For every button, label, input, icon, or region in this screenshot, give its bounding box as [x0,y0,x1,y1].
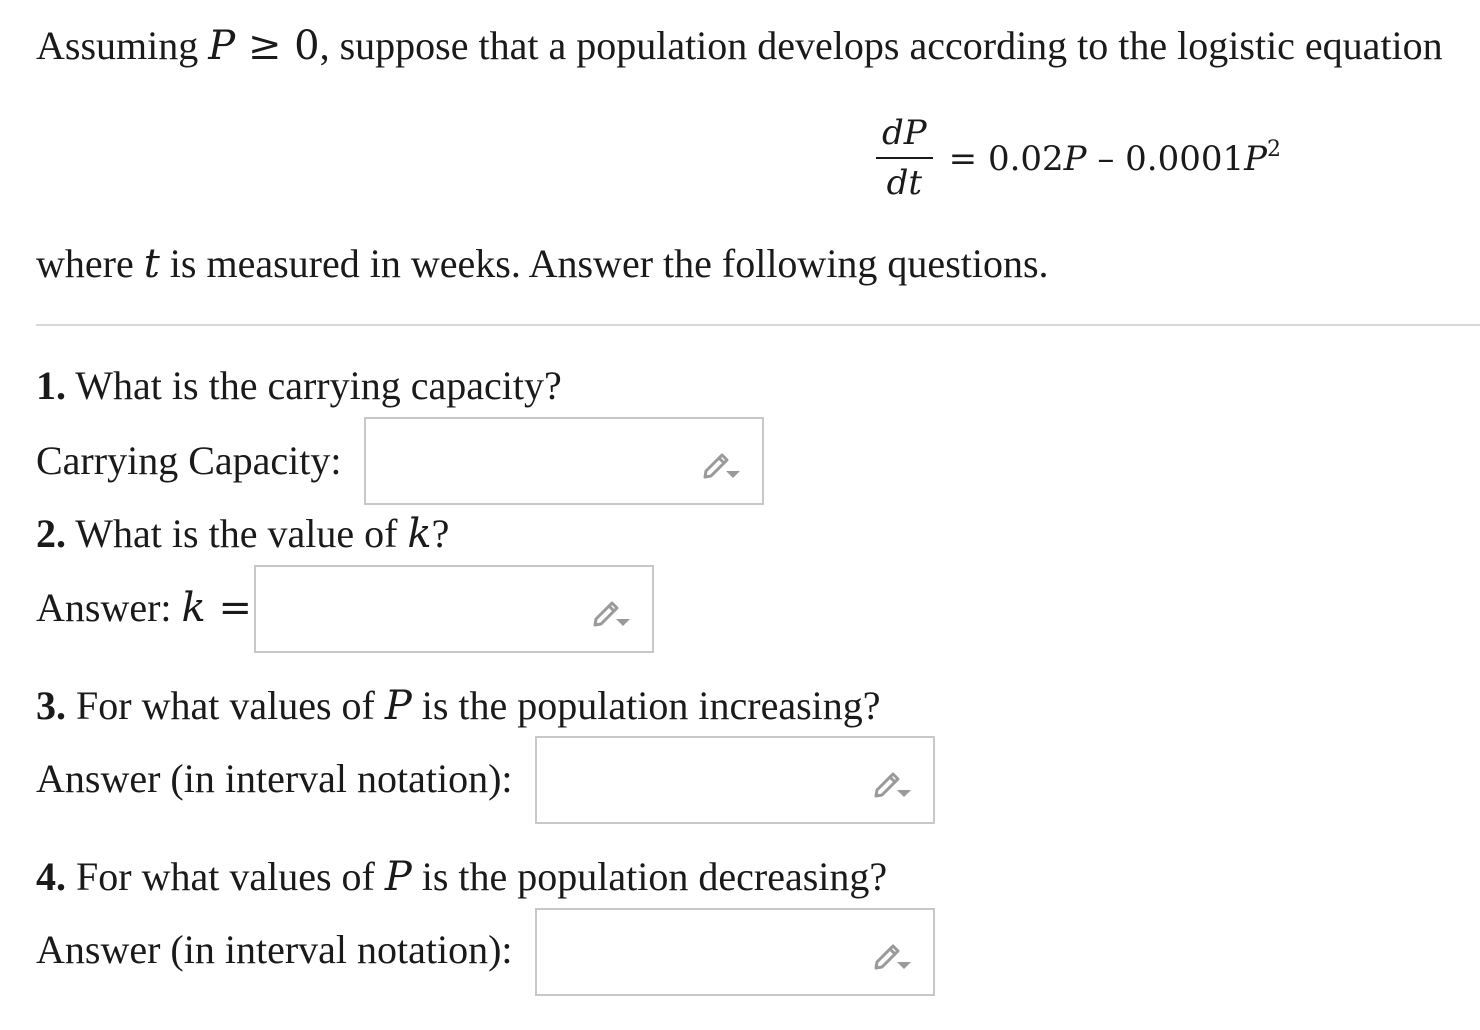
equation-rhs [949,137,1281,179]
question-4-text-post: is the population decreasing? [411,854,888,899]
rhs-mid: – 0.0001 [1086,139,1245,179]
question-4-text-pre: For what values of [66,854,385,899]
question-4-var-p: P [384,854,412,900]
answer-3-box[interactable] [535,736,935,824]
question-2-number: 2. [36,511,66,556]
section-divider [36,324,1480,326]
where-var-t: t [143,241,160,287]
pencil-dropdown-icon[interactable] [590,595,632,629]
answer-3-label: Answer (in interval notation): [36,756,513,801]
rhs-exponent: 2 [1267,137,1282,162]
pencil-dropdown-icon[interactable] [700,447,742,481]
question-4-number: 4. [36,854,66,899]
derivative-fraction [876,113,933,203]
pencil-dropdown-icon[interactable] [871,766,913,800]
question-3-number: 3. [36,683,66,728]
question-4 [36,853,887,901]
question-2-var-k: k [407,511,432,557]
answer-1-box[interactable] [364,417,764,505]
problem-intro [36,22,1443,70]
where-post: is measured in weeks. Answer the following questions. [159,241,1049,286]
rhs-var-2: P [1244,139,1268,179]
question-3-text-pre: For what values of [66,683,385,728]
question-1-text: What is the carrying capacity? [66,363,562,408]
fraction-denominator: dt [886,163,923,203]
question-3 [36,682,881,730]
rhs-var-1: P [1063,139,1087,179]
answer-4-box[interactable] [535,908,935,996]
question-1 [36,362,562,410]
logistic-equation [876,108,1281,208]
intro-post: , suppose that a population develops according to the logistic equation [319,23,1443,68]
rhs-prefix: = 0.02 [948,139,1064,179]
answer-2-label: Answer: k = [36,585,253,631]
where-pre: where [36,241,144,286]
intro-relation: ≥ 0 [235,23,320,69]
problem-where [36,240,1049,288]
fraction-numerator: dP [876,113,933,159]
question-2-text-pre: What is the value of [66,511,408,556]
answer-1-label: Carrying Capacity: [36,438,342,483]
intro-var-p: P [208,23,236,69]
answer-2-equals: = [205,585,253,631]
question-2 [36,510,449,558]
question-1-number: 1. [36,363,66,408]
question-3-var-p: P [384,683,412,729]
pencil-dropdown-icon[interactable] [871,938,913,972]
question-2-text-post: ? [431,511,450,556]
intro-pre: Assuming [36,23,209,68]
answer-2-box[interactable] [254,565,654,653]
question-3-text-post: is the population increasing? [411,683,881,728]
answer-4-label: Answer (in interval notation): [36,927,513,972]
answer-2-var-k: k [181,585,206,631]
